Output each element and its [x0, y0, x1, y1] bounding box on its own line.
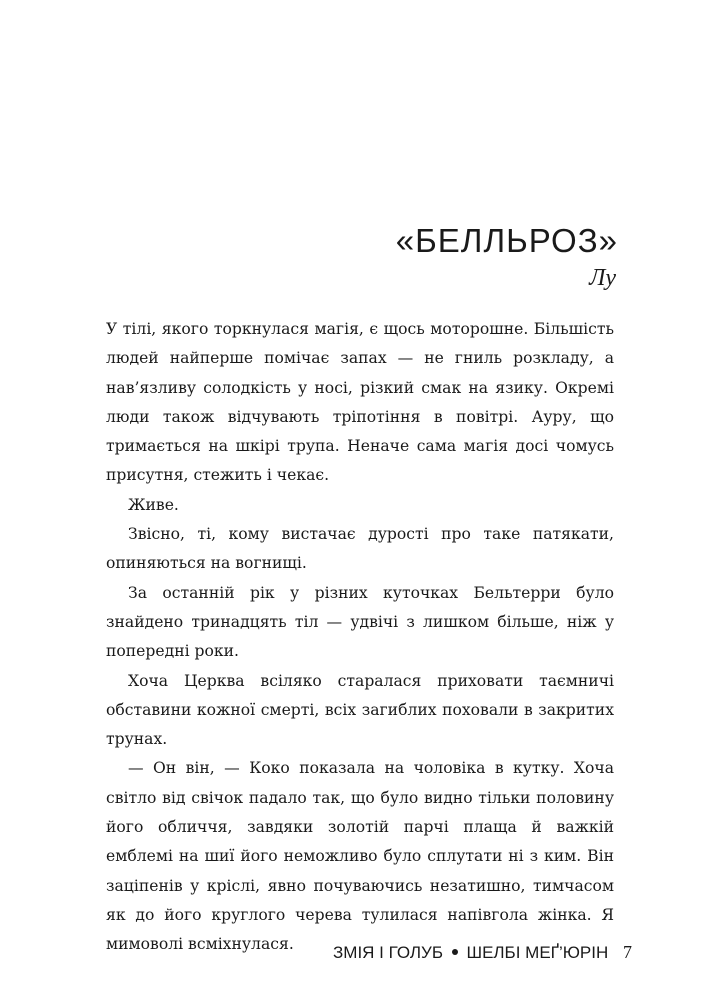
- body-text: [106, 315, 614, 960]
- paragraph: У тілі, якого торкнулася магія, є щось моторошне. Більшість людей найперше помічає запах — не гниль розкладу, а нав’язливу солодкість у носі, різкий смак на язику. Окремі люди також відчувають тріпотіння в повітрі. Ауру, що тримається на шкірі трупа. Неначе сама магія досі чомусь присутня, стежить і чекає.: [106, 320, 614, 485]
- paragraph: За останній рік у різних куточках Бельтерри було знайдено тринадцять тіл — удвічі з лишком більше, ніж у попередні роки.: [106, 583, 614, 661]
- paragraph: — Он він, — Коко показала на чоловіка в кутку. Хоча світло від свічок падало так, що було видно тільки половину його обличчя, завдяки золотій парчі плаща й важкій емблемі на шиї його неможливо було сплутати ні з ким. Він заціпенів у кріслі, явно почуваючись незатишно, тимчасом як до його круглого черева тулилася напівгола жінка. Я мимоволі всміхнулася.: [106, 759, 614, 954]
- page-number: 7: [623, 942, 632, 962]
- chapter-title: «БЕЛЛЬРОЗ»: [395, 222, 618, 259]
- paragraph: Звісно, ті, кому вистачає дурості про таке патякати, опиняються на вогнищі.: [106, 525, 614, 573]
- footer-author: ШЕЛБІ МЕҐ’ЮРІН: [466, 943, 609, 962]
- running-footer: [0, 942, 632, 963]
- paragraph: Живе.: [128, 495, 179, 514]
- footer-book-title: ЗМІЯ І ГОЛУБ: [333, 943, 444, 962]
- paragraph: Хоча Церква всіляко старалася приховати таємничі обставини кожної смерті, всіх загиблих поховали в закритих трунах.: [106, 671, 614, 749]
- bullet-separator-icon: [452, 949, 458, 955]
- chapter-narrator: Лу: [589, 265, 616, 291]
